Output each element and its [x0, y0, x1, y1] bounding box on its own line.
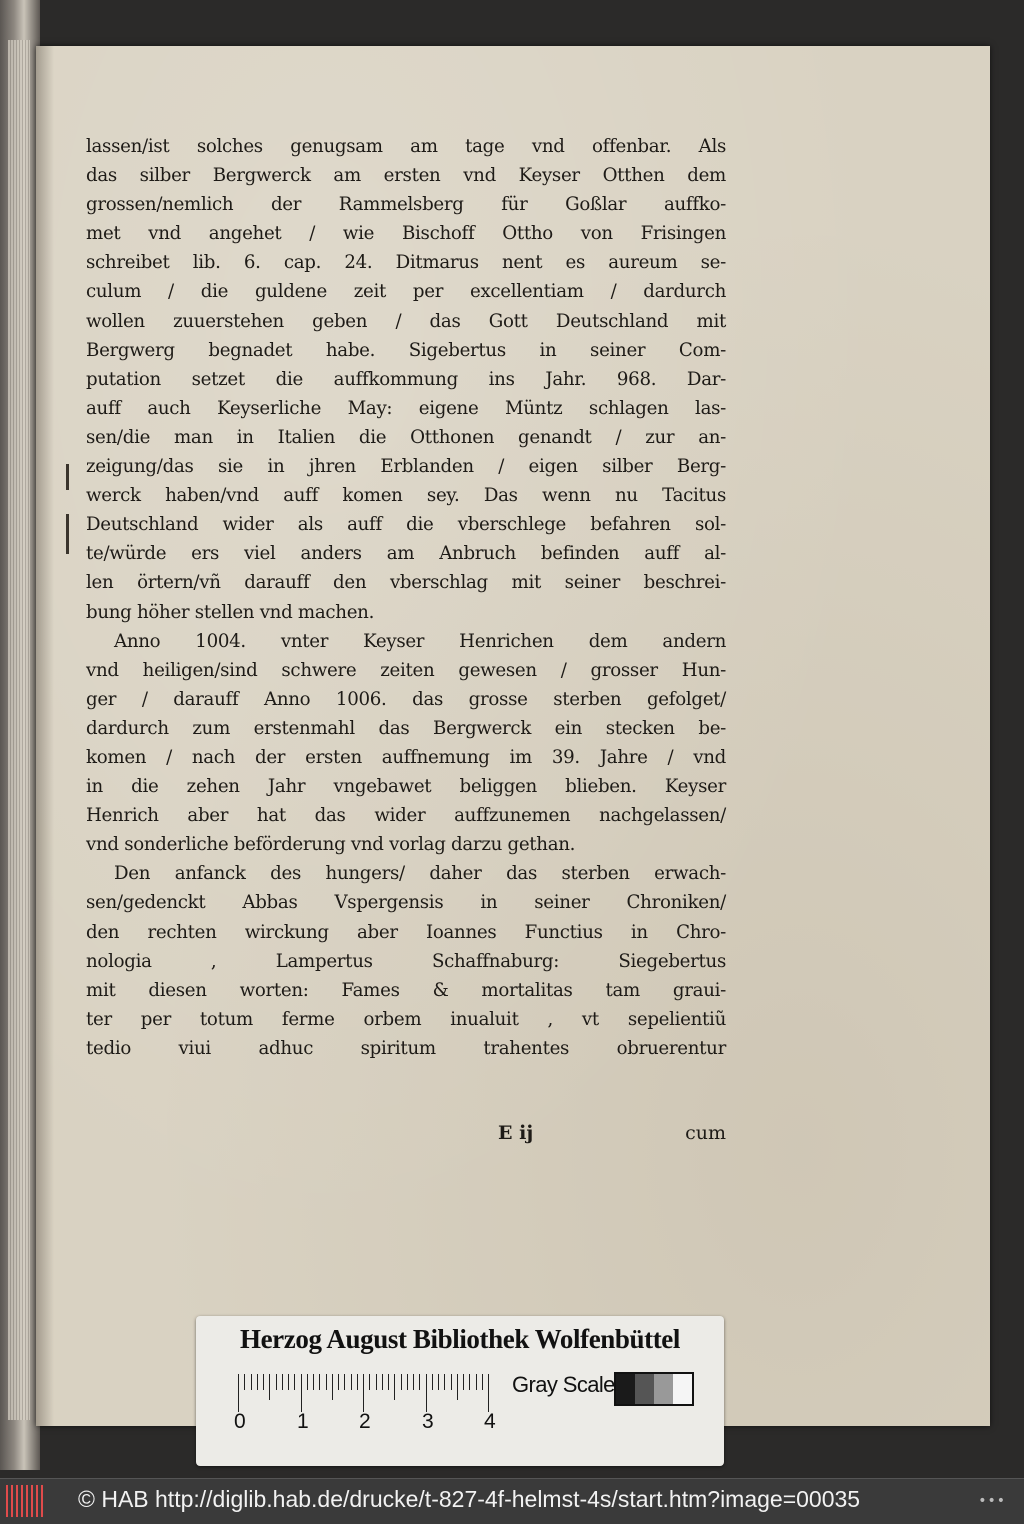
footer-bar	[0, 1478, 1024, 1524]
page-stack	[8, 40, 30, 1420]
book-edge	[0, 0, 40, 1470]
gray-swatch	[635, 1374, 654, 1404]
library-name: Herzog August Bibliothek Wolfenbüttel	[240, 1324, 680, 1354]
ruler-number: 3	[422, 1410, 434, 1433]
ruler-tick	[301, 1374, 302, 1412]
menu-dots-icon[interactable]: •••	[978, 1493, 1006, 1509]
text-line: dardurch zum erstenmahl das Bergwerck ein stecken be-	[86, 717, 726, 739]
text-line: sen/gedenckt Abbas Vspergensis in seiner Chroniken/	[86, 892, 726, 914]
text-line: werck haben/vnd auff komen sey. Das wenn nu Tacitus	[86, 485, 726, 507]
ruler-tick	[263, 1374, 264, 1390]
ruler-tick	[457, 1374, 458, 1400]
ruler-tick	[326, 1374, 327, 1390]
ruler-tick	[369, 1374, 370, 1390]
text-line: vnd sonderliche beförderung vnd vorlag darzu gethan.	[86, 834, 576, 856]
ruler-tick	[338, 1374, 339, 1390]
ruler-tick	[419, 1374, 420, 1390]
text-line: zeigung/das sie in jhren Erblanden / eigen silber Berg-	[86, 456, 726, 478]
text-line: sen/die man in Italien die Otthonen genandt / zur an-	[86, 426, 726, 448]
ruler-tick	[294, 1374, 295, 1390]
ruler-number: 1	[297, 1410, 309, 1433]
ruler-number: 4	[484, 1410, 496, 1433]
ruler-tick	[444, 1374, 445, 1390]
gray-swatch	[654, 1374, 673, 1404]
copyright-url[interactable]: © HAB http://diglib.hab.de/drucke/t-827-4f-helmst-4s/start.htm?image=00035	[78, 1486, 861, 1512]
text-line: putation setzet die auffkommung ins Jahr. 968. Dar-	[86, 368, 726, 390]
ruler-tick	[238, 1374, 239, 1412]
text-line: schreibet lib. 6. cap. 24. Ditmarus nent es aureum se-	[86, 252, 726, 274]
gray-swatch	[673, 1374, 692, 1404]
ruler-tick	[426, 1374, 427, 1412]
text-line: grossen/nemlich der Rammelsberg für Goßlar auffko-	[86, 194, 726, 216]
text-line: ter per totum ferme orbem inualuit , vt sepelientiũ	[86, 1008, 726, 1030]
text-block	[86, 132, 726, 1063]
barcode-icon	[6, 1485, 46, 1517]
ruler-tick	[451, 1374, 452, 1390]
library-color-card	[196, 1316, 724, 1466]
ruler-tick	[382, 1374, 383, 1390]
text-line: culum / die guldene zeit per excellentiam / dardurch	[86, 281, 726, 303]
gray-scale-label: Gray Scale	[512, 1372, 615, 1397]
ruler-tick	[282, 1374, 283, 1390]
text-line: Deutschland wider als auff die vberschlege befahren sol-	[86, 514, 726, 536]
ruler-tick	[269, 1374, 270, 1400]
signature-line	[86, 1122, 726, 1152]
ruler-tick	[488, 1374, 489, 1412]
text-line: ger / darauff Anno 1006. das grosse sterben gefolget/	[86, 688, 726, 710]
ruler-tick	[438, 1374, 439, 1390]
ruler-tick	[388, 1374, 389, 1390]
margin-mark	[66, 464, 69, 490]
ruler-tick	[288, 1374, 289, 1390]
ruler-tick	[313, 1374, 314, 1390]
ruler-number: 0	[234, 1410, 246, 1433]
book-page	[36, 46, 990, 1426]
text-line: len örtern/vñ darauff den vberschlag mit seiner beschrei-	[86, 572, 726, 594]
ruler-tick	[244, 1374, 245, 1390]
ruler-tick	[463, 1374, 464, 1390]
ruler-tick	[257, 1374, 258, 1390]
text-line: lassen/ist solches genugsam am tage vnd offenbar. Als	[86, 136, 726, 157]
ruler-tick	[332, 1374, 333, 1400]
catchword: cum	[685, 1122, 726, 1144]
text-line: vnd heiligen/sind schwere zeiten gewesen / grosser Hun-	[86, 659, 726, 681]
margin-mark	[66, 514, 69, 554]
ruler-tick	[394, 1374, 395, 1400]
text-line: Bergwerg begnadet habe. Sigebertus in seiner Com-	[86, 339, 726, 361]
ruler-tick	[363, 1374, 364, 1412]
text-line: Henrich aber hat das wider auffzunemen nachgelassen/	[86, 805, 726, 827]
text-line: bung höher stellen vnd machen.	[86, 601, 375, 623]
text-line: met vnd angehet / wie Bischoff Ottho von Frisingen	[86, 223, 726, 245]
text-line: komen / nach der ersten auffnemung im 39. Jahre / vnd	[86, 746, 726, 768]
ruler-number: 2	[359, 1410, 371, 1433]
ruler-tick	[344, 1374, 345, 1390]
text-line: wollen zuuerstehen geben / das Gott Deutschland mit	[86, 310, 726, 332]
text-line: auff auch Keyserliche May: eigene Müntz schlagen las-	[86, 397, 726, 419]
text-line: in die zehen Jahr vngebawet beliggen blieben. Keyser	[86, 776, 726, 798]
text-line: Den anfanck des hungers/ daher das sterben erwach-	[114, 863, 726, 885]
ruler-tick	[376, 1374, 377, 1390]
text-line: Anno 1004. vnter Keyser Henrichen dem andern	[114, 630, 726, 652]
text-line: mit diesen worten: Fames & mortalitas tam graui-	[86, 979, 726, 1001]
text-line: das silber Bergwerck am ersten vnd Keyser Otthen dem	[86, 165, 726, 187]
scale-ruler	[238, 1374, 496, 1414]
gray-swatch	[616, 1374, 635, 1404]
signature-mark: E ij	[498, 1122, 534, 1144]
ruler-tick	[401, 1374, 402, 1390]
ruler-tick	[432, 1374, 433, 1390]
ruler-tick	[469, 1374, 470, 1390]
ruler-tick	[276, 1374, 277, 1390]
ruler-tick	[482, 1374, 483, 1390]
ruler-tick	[407, 1374, 408, 1390]
text-line: tedio viui adhuc spiritum trahentes obruerentur	[86, 1037, 726, 1059]
ruler-tick	[357, 1374, 358, 1390]
ruler-tick	[413, 1374, 414, 1390]
ruler-tick	[351, 1374, 352, 1390]
ruler-tick	[307, 1374, 308, 1390]
text-line: nologia , Lampertus Schaffnaburg: Siegebertus	[86, 950, 726, 972]
ruler-tick	[251, 1374, 252, 1390]
gray-scale-swatches	[614, 1372, 694, 1406]
text-line: te/würde ers viel anders am Anbruch befinden auff al-	[86, 543, 726, 565]
text-line: den rechten wirckung aber Ioannes Functius in Chro-	[86, 921, 726, 943]
ruler-tick	[319, 1374, 320, 1390]
ruler-tick	[476, 1374, 477, 1390]
